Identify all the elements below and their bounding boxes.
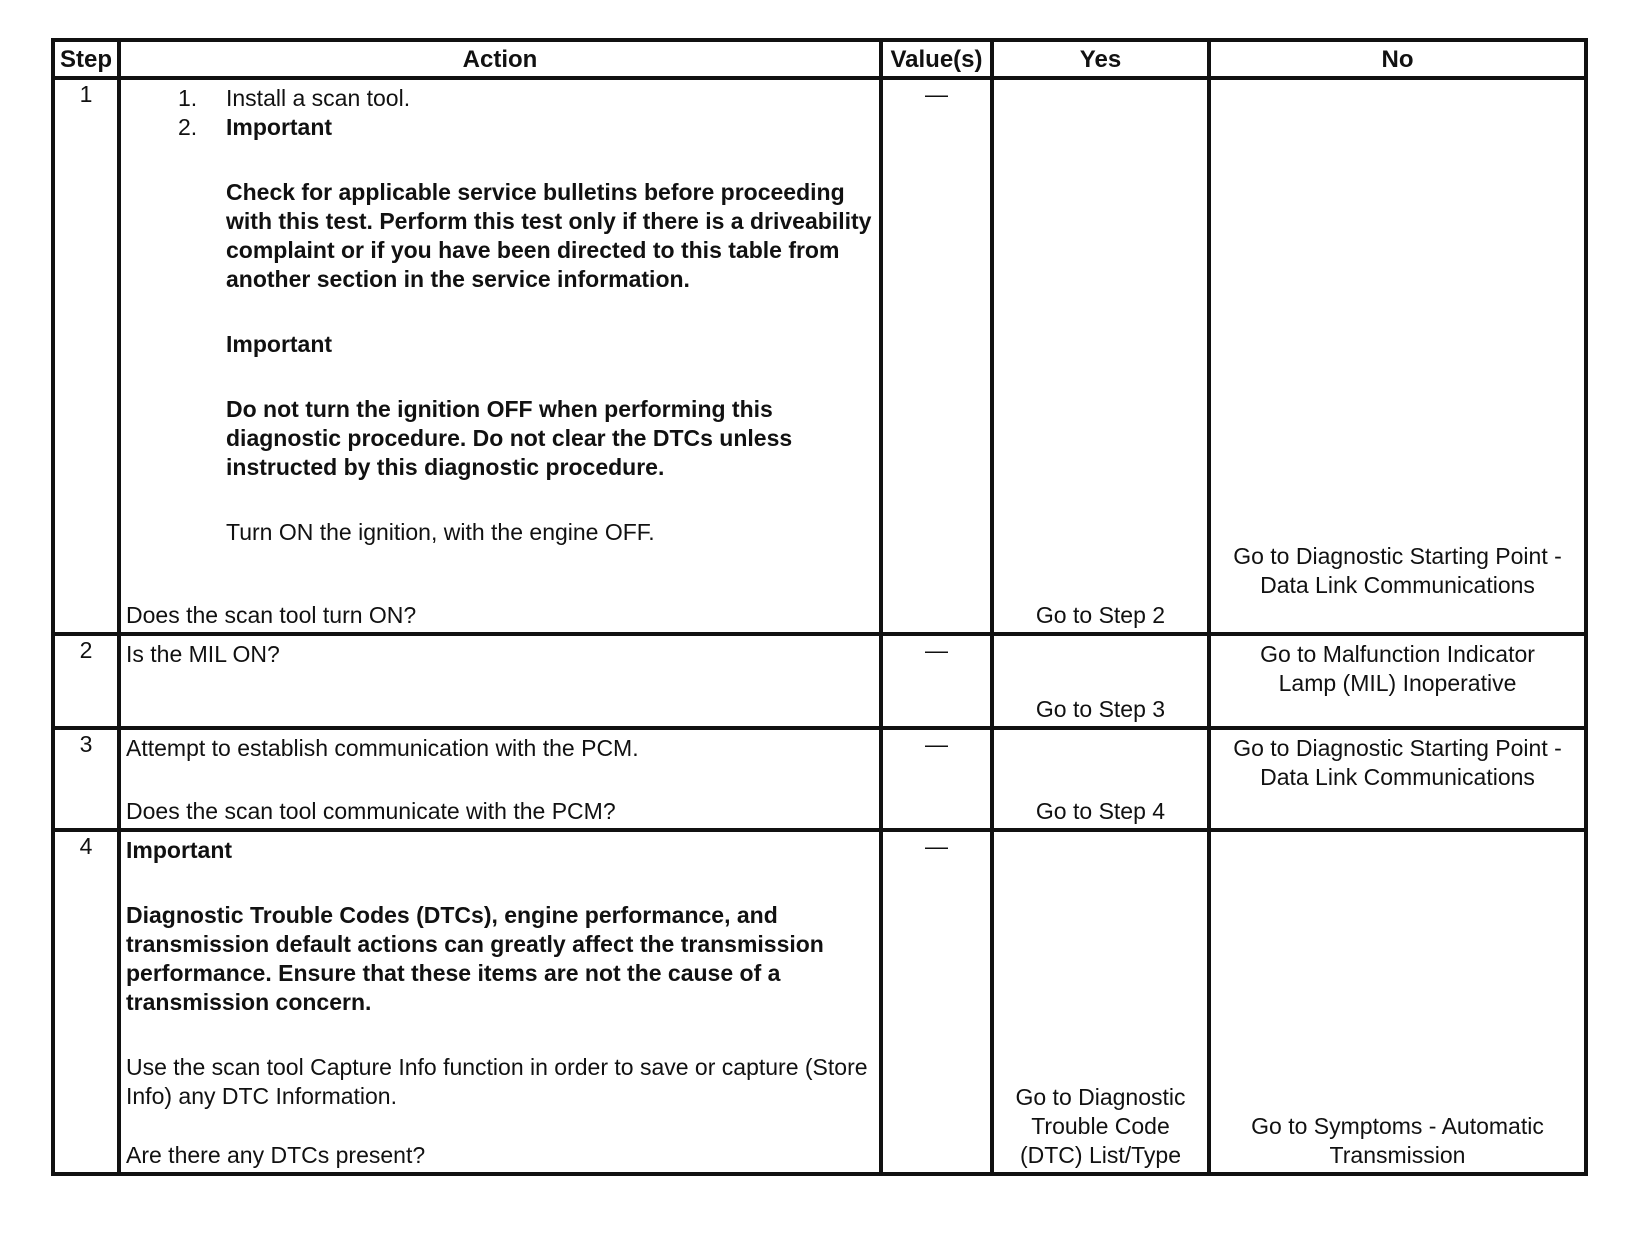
no-cell (1209, 830, 1586, 1174)
instruction-text: Attempt to establish communication with the PCM. (126, 735, 639, 761)
table-row (53, 728, 1586, 830)
question-text: Does the scan tool turn ON? (126, 602, 417, 628)
no-link[interactable]: Go to Diagnostic Starting Point - Data Link Communications (1233, 735, 1562, 790)
no-link[interactable]: Go to Diagnostic Starting Point - Data Link Communications (1233, 543, 1562, 598)
header-step: Step (53, 40, 119, 78)
value-cell: — (881, 728, 992, 830)
question-text: Is the MIL ON? (126, 641, 280, 667)
table-row (53, 78, 1586, 634)
header-no: No (1209, 40, 1586, 78)
header-values: Value(s) (881, 40, 992, 78)
question-text: Are there any DTCs present? (126, 1142, 426, 1168)
header-yes: Yes (992, 40, 1209, 78)
table-row (53, 830, 1586, 1174)
list-number: 2. (178, 114, 198, 140)
step-number: 2 (53, 634, 119, 728)
no-link[interactable]: Go to Malfunction Indicator Lamp (MIL) Inoperative (1260, 641, 1535, 696)
step-number: 3 (53, 728, 119, 830)
important-text: Do not turn the ignition OFF when performing this diagnostic procedure. Do not clear the DTCs unless instructed by this diagnostic procedure. (226, 396, 793, 480)
yes-cell (992, 78, 1209, 634)
yes-link[interactable]: Go to Step 4 (1035, 798, 1166, 824)
list-number: 1. (178, 85, 198, 111)
instruction-text: Use the scan tool Capture Info function in order to save or capture (Store Info) any DTC Information. (126, 1054, 868, 1109)
value-cell: — (881, 78, 992, 634)
no-cell (1209, 728, 1586, 830)
yes-link[interactable]: Go to Diagnostic Trouble Code (DTC) List/Type (1015, 1084, 1186, 1168)
question-text: Does the scan tool communicate with the PCM? (126, 798, 616, 824)
action-cell (119, 728, 881, 830)
no-link[interactable]: Go to Symptoms - Automatic Transmission (1251, 1113, 1544, 1168)
yes-link[interactable]: Go to Step 2 (1035, 602, 1166, 628)
list-item (126, 84, 873, 113)
step-number: 4 (53, 830, 119, 1174)
yes-link[interactable]: Go to Step 3 (1035, 696, 1166, 722)
list-text: Install a scan tool. (226, 85, 411, 111)
table-row (53, 634, 1586, 728)
header-action: Action (119, 40, 881, 78)
yes-cell (992, 728, 1209, 830)
value-cell: — (881, 830, 992, 1174)
list-item (126, 113, 873, 142)
header-row (53, 40, 1586, 78)
action-cell (119, 78, 881, 634)
no-cell (1209, 634, 1586, 728)
diagnostic-table (51, 38, 1588, 1176)
yes-cell (992, 830, 1209, 1174)
important-label: Important (126, 837, 233, 863)
important-label: Important (226, 114, 333, 140)
instruction-text: Turn ON the ignition, with the engine OFF. (226, 519, 655, 545)
yes-cell (992, 634, 1209, 728)
no-cell (1209, 78, 1586, 634)
action-cell (119, 634, 881, 728)
step-number: 1 (53, 78, 119, 634)
value-cell: — (881, 634, 992, 728)
important-text: Diagnostic Trouble Codes (DTCs), engine performance, and transmission default actions can greatly affect the transmission performance. Ensure that these items are not the cause of a transmission concern. (126, 902, 824, 1015)
important-text: Check for applicable service bulletins before proceeding with this test. Perform this test only if there is a driveability complaint or if you have been directed to this table from another section in the service information. (226, 179, 872, 292)
action-cell (119, 830, 881, 1174)
important-label: Important (226, 331, 333, 357)
